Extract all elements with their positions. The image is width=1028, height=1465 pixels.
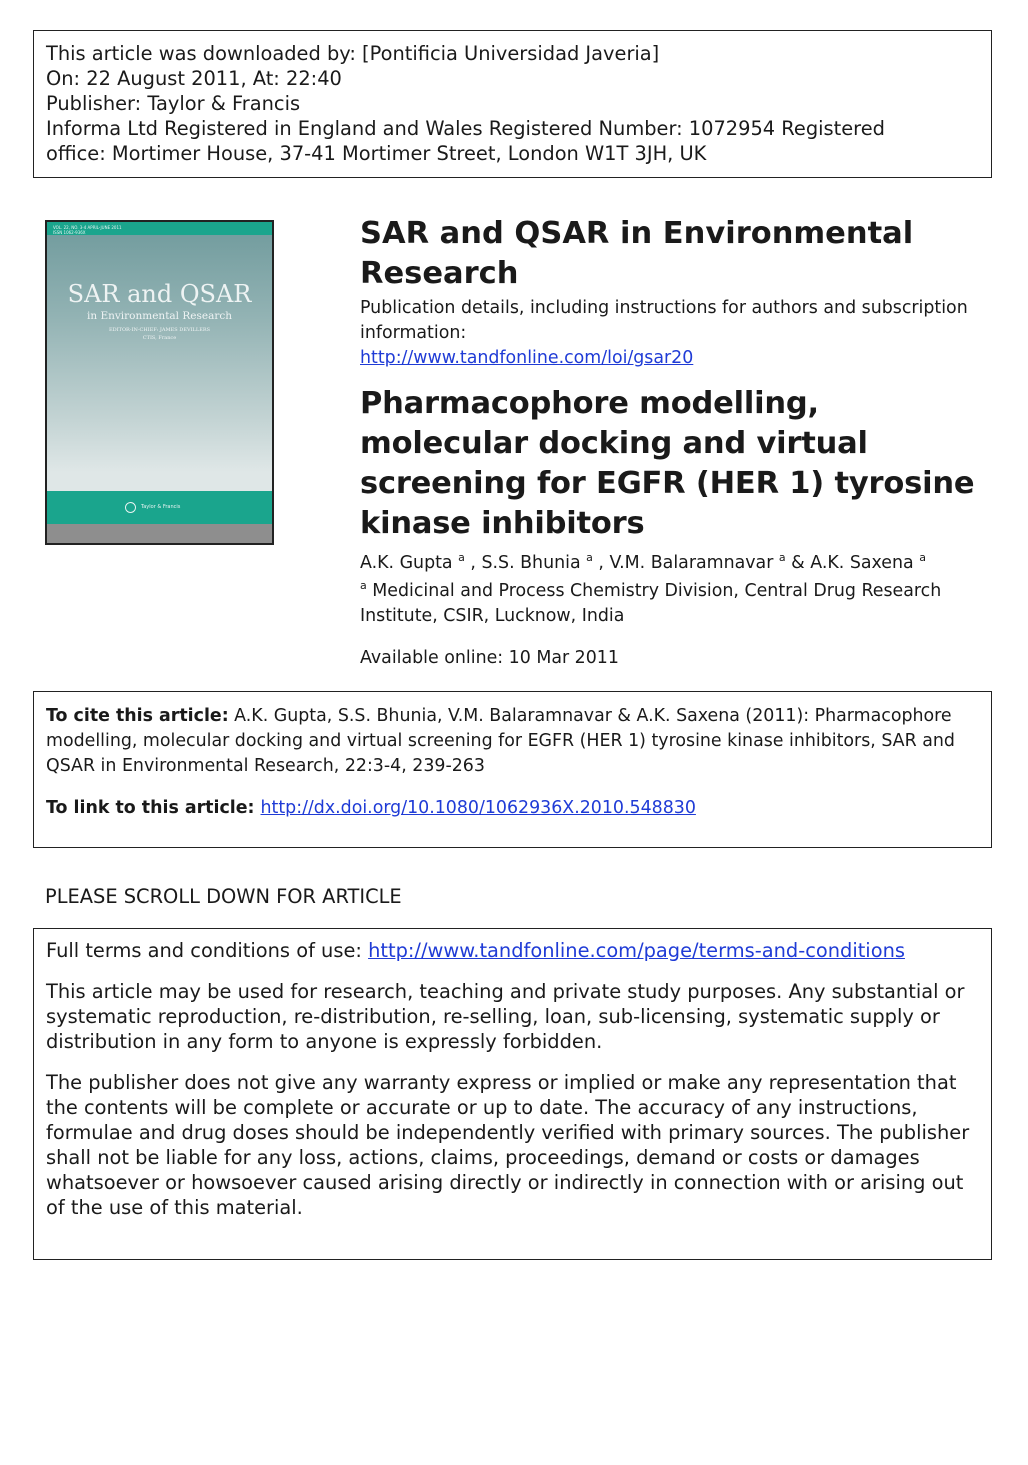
author-separator: &	[785, 553, 811, 573]
cover-subtitle: in Environmental Research	[86, 310, 233, 322]
author-affiliation-mark: a	[778, 551, 786, 564]
article-header	[360, 214, 990, 671]
cover-editor-line: EDITOR-IN-CHIEF: JAMES DEVILLERS	[108, 327, 211, 333]
article-title: Pharmacophore modelling, molecular docking and virtual screening for EGFR (HER 1) tyrosine kinase inhibitors	[360, 386, 975, 541]
author-separator: ,	[592, 553, 610, 573]
article-link-label: To link to this article:	[46, 798, 261, 818]
article-link-line	[46, 796, 979, 821]
terms-intro	[46, 938, 979, 963]
author-separator: ,	[464, 553, 482, 573]
citation-body: A.K. Gupta, S.S. Bhunia, V.M. Balaramnavar & A.K. Saxena (2011): Pharmacophore modelling, molecular docking and virtual screening for EGFR (HER 1) tyrosine kinase inhibitors, SAR and QSAR in Environmental Research, 22:3-4, 239-263	[46, 706, 955, 776]
journal-title: SAR and QSAR in Environmental Research	[360, 216, 914, 291]
download-line-source: This article was downloaded by: [Pontificia Universidad Javeria]	[46, 42, 660, 65]
author-name: A.K. Gupta	[360, 553, 453, 573]
cover-bottom-grey	[47, 524, 272, 543]
cover-issue-info	[53, 225, 122, 235]
citation-label: To cite this article:	[46, 706, 229, 726]
terms-usage-paragraph: This article may be used for research, teaching and private study purposes. Any substantial or systematic reproduction, re-distribution, re-selling, loan, sub-licensing, systematic supply or distribution in any form to anyone is expressly forbidden.	[46, 980, 965, 1053]
publication-details	[360, 296, 990, 371]
author-affiliation	[360, 579, 990, 629]
publication-details-text: Publication details, including instructions for authors and subscription information:	[360, 298, 968, 343]
cover-publisher-name: Taylor & Francis	[141, 504, 181, 510]
affiliation-text: Medicinal and Process Chemistry Division, Central Drug Research Institute, CSIR, Lucknow, India	[360, 581, 942, 626]
cover-editor-affiliation: CTIS, France	[142, 335, 177, 341]
download-line-date: On: 22 August 2011, At: 22:40	[46, 67, 342, 90]
author-name: S.S. Bhunia	[481, 553, 581, 573]
terms-warranty-paragraph: The publisher does not give any warranty express or implied or make any representation that the contents will be complete or accurate or up to date. The accuracy of any instructions, formulae and drug doses should be independently verified with primary sources. The publisher shall not be liable for any loss, actions, claims, proceedings, demand or costs or damages whatsoever or howsoever caused arising directly or indirectly in connection with or arising out of the use of this material.	[46, 1071, 970, 1219]
author-list	[360, 551, 990, 576]
terms-box	[33, 928, 992, 1260]
citation-text	[46, 704, 979, 779]
author-affiliation-mark: a	[586, 551, 593, 564]
download-info-box	[33, 30, 992, 178]
journal-url-link[interactable]: http://www.tandfonline.com/loi/gsar20	[360, 348, 694, 368]
terms-intro-text: Full terms and conditions of use:	[46, 939, 369, 962]
journal-cover-image	[45, 220, 274, 545]
doi-link[interactable]: http://dx.doi.org/10.1080/1062936X.2010.548830	[260, 798, 696, 818]
author-affiliation-mark: a	[458, 551, 465, 564]
download-line-registration: Informa Ltd Registered in England and Wales Registered Number: 1072954 Registered	[46, 117, 885, 140]
affiliation-mark: a	[360, 579, 367, 592]
citation-box	[33, 691, 992, 848]
cover-issue-line: VOL. 22, NO. 3-4 APRIL-JUNE 2011	[53, 225, 122, 230]
author-affiliation-mark: a	[919, 551, 926, 564]
download-line-publisher: Publisher: Taylor & Francis	[46, 92, 301, 115]
scroll-notice: PLEASE SCROLL DOWN FOR ARTICLE	[45, 885, 402, 908]
available-online-date: Available online: 10 Mar 2011	[360, 648, 619, 668]
author-name: A.K. Saxena	[810, 553, 914, 573]
cover-issn-line: ISSN 1062-936X	[53, 230, 86, 235]
publisher-logo-icon	[125, 502, 136, 513]
author-name: V.M. Balaramnavar	[609, 553, 774, 573]
terms-url-link[interactable]: http://www.tandfonline.com/page/terms-and-conditions	[368, 939, 905, 962]
cover-title: SAR and QSAR	[67, 280, 252, 308]
download-line-office: office: Mortimer House, 37-41 Mortimer Street, London W1T 3JH, UK	[46, 142, 707, 165]
